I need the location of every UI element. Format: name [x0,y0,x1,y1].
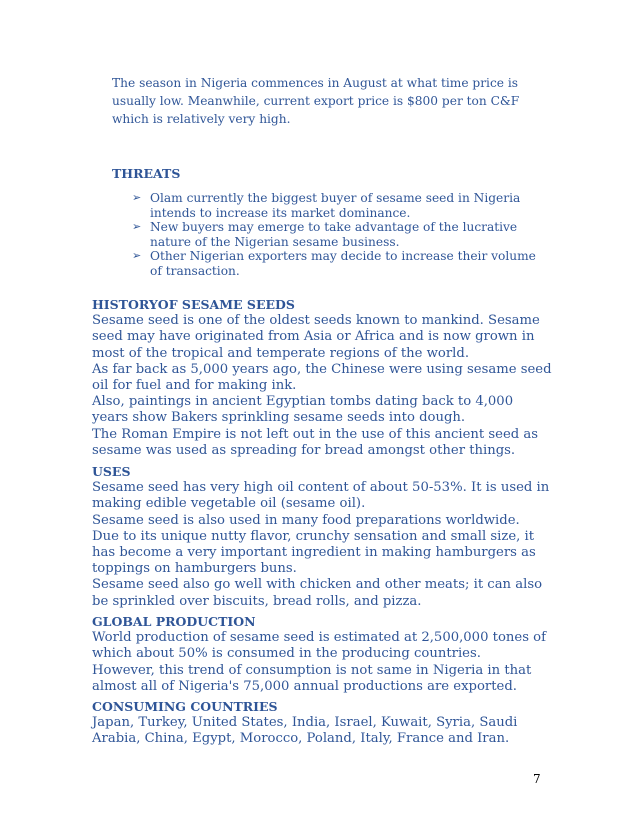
consuming-countries-heading: CONSUMING COUNTRIES [92,699,278,714]
uses-paragraph: Sesame seed has very high oil content of about 50-53%. It is used in making edible vegetable oil (sesame oil). [92,480,550,512]
threat-text: New buyers may emerge to take advantage of the lucrative nature of the Nigerian sesame business. [150,220,518,249]
list-item [132,220,542,249]
history-paragraph: The Roman Empire is not left out in the use of this ancient seed as sesame was used as spreading for bread amongst other things. [92,426,539,458]
arrowhead-bullet-icon: ➢ [132,220,142,233]
threats-heading: THREATS [112,166,181,181]
consuming-countries-section [92,699,552,748]
uses-paragraph: Sesame seed is also used in many food preparations worldwide. [92,512,520,528]
history-heading: HISTORYOF SESAME SEEDS [92,297,295,312]
uses-section [92,464,552,610]
threat-text: Other Nigerian exporters may decide to increase their volume of transaction. [150,249,536,278]
global-production-paragraph: World production of sesame seed is estimated at 2,500,000 tones of which about 50% is consumed in the producing countries. [92,630,546,662]
history-paragraph: Sesame seed is one of the oldest seeds known to mankind. Sesame seed may have originated from Asia or Africa and is now grown in most of the tropical and temperate regions of the world. [92,313,540,361]
global-production-section [92,614,552,695]
history-paragraph: As far back as 5,000 years ago, the Chinese were using sesame seed oil for fuel and for making ink. [92,361,552,394]
global-production-paragraph: However, this trend of consumption is not same in Nigeria in that almost all of Nigeria's 75,000 annual productions are exported. [92,662,532,694]
list-item [132,191,542,220]
uses-heading: USES [92,464,131,479]
threat-text: Olam currently the biggest buyer of sesame seed in Nigeria intends to increase its market dominance. [150,191,521,220]
list-item [132,249,542,278]
arrowhead-bullet-icon: ➢ [132,249,142,262]
global-production-heading: GLOBAL PRODUCTION [92,614,256,629]
history-paragraph: Also, paintings in ancient Egyptian tombs dating back to 4,000 years show Bakers sprinkling sesame seeds into dough. [92,394,514,426]
uses-paragraph: Sesame seed also go well with chicken and other meats; it can also be sprinkled over biscuits, bread rolls, and pizza. [92,577,543,609]
uses-paragraph: Due to its unique nutty flavor, crunchy sensation and small size, it has become a very important ingredient in making hamburgers as toppings on hamburgers buns. [92,528,536,577]
page-number: 7 [533,772,541,786]
threats-list [132,191,542,278]
intro-paragraph: The season in Nigeria commences in August at what time price is usually low. Meanwhile, current export price is $800 per ton C&F which is relatively very high. [112,76,520,126]
arrowhead-bullet-icon: ➢ [132,191,142,204]
history-section [92,297,552,459]
consuming-countries-paragraph: Japan, Turkey, United States, India, Israel, Kuwait, Syria, Saudi Arabia, China, Egypt, Morocco, Poland, Italy, France and Iran. [92,715,518,747]
